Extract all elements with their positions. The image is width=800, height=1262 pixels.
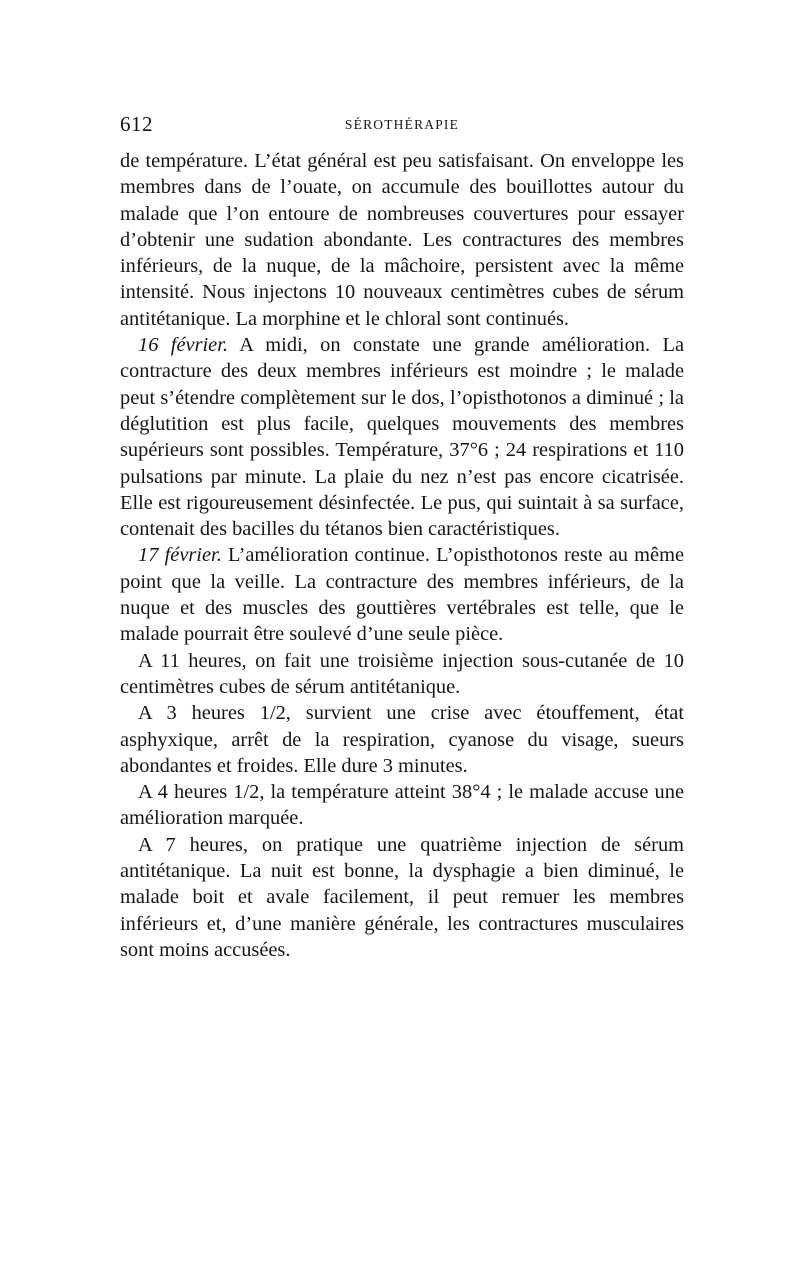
running-head [120, 112, 684, 138]
date-lead: 16 février. [138, 334, 228, 357]
paragraph [120, 332, 684, 542]
paragraph-text: de température. L’état général est peu satisfaisant. On enveloppe les membres dans de l’ouate, on accumule des bouillottes autour du malade que l’on entoure de nombreuses couvertures pour essayer d’obtenir une sudation abondante. Les contractures des membres inférieurs, de la nuque, de la mâchoire, persistent avec la même intensité. Nous injectons 10 nouveaux centimètres cubes de sérum antitétanique. La morphine et le chloral sont continués. [120, 150, 684, 330]
paragraph-text: A 11 heures, on fait une troisième injection sous-cutanée de 10 centimètres cubes de sérum antitétanique. [120, 649, 684, 698]
date-lead: 17 février. [138, 544, 222, 567]
paragraph-text: A 3 heures 1/2, survient une crise avec étouffement, état asphyxique, arrêt de la respiration, cyanose du visage, sueurs abondantes et froides. Elle dure 3 minutes. [120, 702, 684, 777]
paragraph-text: A midi, on constate une grande amélioration. La contracture des deux membres inférieurs est moindre ; le malade peut s’étendre complètement sur le dos, l’opisthotonos a diminué ; la déglutition est plus facile, quelques mouvements des membres supérieurs sont possibles. Température, 37°6 ; 24 respirations et 110 pulsations par minute. La plaie du nez n’est pas encore cicatrisée. Elle est rigoureusement désinfectée. Le pus, qui suintait à sa surface, contenait des bacilles du tétanos bien caractéristiques. [120, 334, 684, 541]
paragraph [120, 779, 684, 832]
body-text [120, 148, 684, 963]
paragraph [120, 542, 684, 647]
paragraph-text: A 7 heures, on pratique une quatrième injection de sérum antitétanique. La nuit est bonne, la dysphagie a bien diminué, le malade boit et avale facilement, il peut remuer les membres inférieurs et, d’une manière générale, les contractures musculaires sont moins accusées. [120, 833, 684, 961]
paragraph [120, 832, 684, 963]
running-title: SÉROTHÉRAPIE [344, 117, 460, 132]
paragraph [120, 648, 684, 701]
paragraph-text: A 4 heures 1/2, la température atteint 38°4 ; le malade accuse une amélioration marquée. [120, 781, 684, 830]
paragraph-text: L’amélioration continue. L’opisthotonos reste au même point que la veille. La contracture des membres inférieurs, de la nuque et des muscles des gouttières vertébrales est telle, que le malade pourrait être soulevé d’une seule pièce. [120, 544, 684, 646]
paragraph [120, 148, 684, 332]
page-number: 612 [120, 112, 153, 136]
book-page [120, 112, 684, 963]
paragraph [120, 700, 684, 779]
